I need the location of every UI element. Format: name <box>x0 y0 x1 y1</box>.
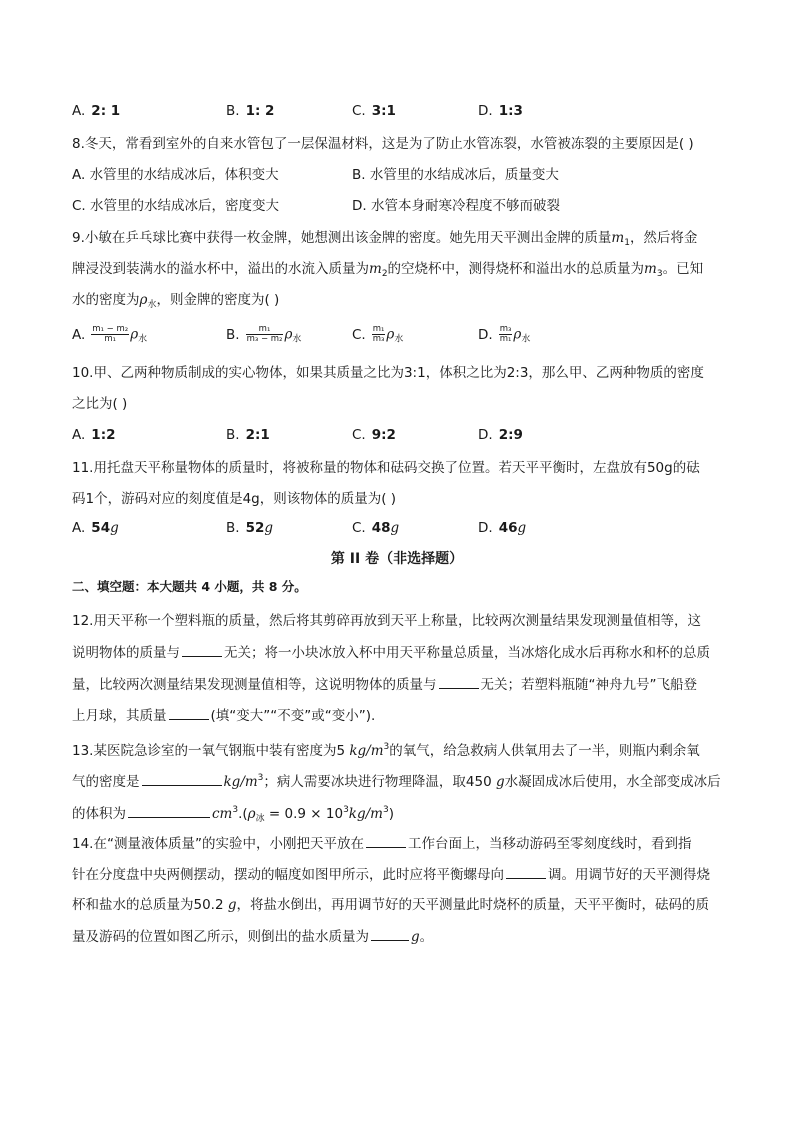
q14-line-4: 量及游码的位置如图乙所示，则倒出的盐水质量为 g。 <box>72 929 434 945</box>
section-2-title: 第 II 卷（非选择题） <box>330 551 464 567</box>
q7-option-d: D. 1:3 <box>478 103 523 119</box>
q7-option-c: C. 3:1 <box>352 103 396 119</box>
q14-blank-2[interactable] <box>506 865 546 879</box>
q9-option-a: A. $\frac{\text{m₁ − m₂}}{\text{m₁}}$ $\rho_水$ <box>72 324 148 345</box>
section-2-heading: 二、填空题：本大题共 4 小题，共 8 分。 <box>72 579 307 594</box>
q14-line-1: 14.在“测量液体质量”的实验中，小刚把天平放在 工作台面上，当移动游码至零刻度线时，看到指 <box>72 836 692 852</box>
q10-options <box>72 426 722 446</box>
q13-blank-2[interactable] <box>128 804 210 818</box>
q7-option-a: A. 2: 1 <box>72 103 121 119</box>
q8-options-row2 <box>72 197 722 217</box>
q11-options <box>72 519 722 539</box>
q11-line-1: 11.用托盘天平称量物体的质量时，将被称量的物体和砝码交换了位置。若天平平衡时，左盘放有50g的砝 <box>72 460 700 476</box>
q9-option-a-fraction: $\frac{\text{m₁ − m₂}}{\text{m₁}}$ <box>92 324 129 344</box>
q8-option-d: D. 水管本身耐寒冷程度不够而破裂 <box>352 198 560 214</box>
q11-option-c: C. 48g <box>352 520 400 536</box>
q7-options <box>72 102 722 122</box>
q9-line-2: 牌浸没到装满水的溢水杯中，溢出的水流入质量为$m_2$的空烧杯中，测得烧杯和溢出水的总质量为$m_3$。已知 <box>72 261 704 279</box>
q13-blank-1[interactable] <box>142 772 222 786</box>
q11-option-a: A. 54g <box>72 520 119 536</box>
q12-blank-1[interactable] <box>182 643 222 657</box>
q8-stem: 8.冬天，常看到室外的自来水管包了一层保温材料，这是为了防止水管冻裂，水管被冻裂的主要原因是( ) <box>72 136 694 152</box>
q8-option-a: A. 水管里的水结成冰后，体积变大 <box>72 167 279 183</box>
q13-line-2: 气的密度是 $kg/m^3$；病人需要冰块进行物理降温，取450 g水凝固成冰后使用，水全部变成冰后 <box>72 773 721 790</box>
q13-line-3: 的体积为 $cm^3.(\rho_冰 = 0.9 \times 10^3kg/m^3)$ <box>72 805 394 824</box>
q13-line-1: 13.某医院急诊室的一氧气钢瓶中装有密度为5 $kg/m^3$的氧气，给急救病人供氧用去了一半，则瓶内剩余氧 <box>72 742 700 759</box>
q11-option-b: B. 52g <box>226 520 274 536</box>
q8-option-b: B. 水管里的水结成冰后，质量变大 <box>352 167 559 183</box>
q10-line-1: 10.甲、乙两种物质制成的实心物体，如果其质量之比为3:1，体积之比为2:3，那么甲、乙两种物质的密度 <box>72 365 704 381</box>
q12-line-2: 说明物体的质量与 无关；将一小块冰放入杯中用天平称量总质量，当冰熔化成水后再称水和杯的总质 <box>72 645 710 661</box>
q9-option-b: B. $\frac{\text{m₁}}{\text{m₃ − m₂}}$ $\rho_水$ <box>226 324 302 345</box>
q7-option-b: B. 1: 2 <box>226 103 275 119</box>
q9-option-b-fraction: $\frac{\text{m₁}}{\text{m₃ − m₂}}$ <box>246 324 283 344</box>
q9-line-1: 9.小敏在乒乓球比赛中获得一枚金牌，她想测出该金牌的密度。她先用天平测出金牌的质量$m_1$，然后将金 <box>72 230 698 248</box>
q14-line-2: 针在分度盘中央两侧摆动，摆动的幅度如图甲所示，此时应将平衡螺母向 调。用调节好的天平测得烧 <box>72 867 710 883</box>
q8-options-row1 <box>72 166 722 186</box>
q8-option-c: C. 水管里的水结成冰后，密度变大 <box>72 198 280 214</box>
q10-option-a: A. 1:2 <box>72 427 116 443</box>
q10-option-d: D. 2:9 <box>478 427 523 443</box>
q10-option-c: C. 9:2 <box>352 427 396 443</box>
q9-option-c: C. $\frac{\text{m₁}}{\text{m₃}}$ $\rho_水$ <box>352 324 404 345</box>
q9-line-3: 水的密度为$\rho_水$，则金牌的密度为( ) <box>72 292 280 310</box>
q14-blank-3[interactable] <box>371 927 409 941</box>
q12-line-1: 12.用天平称一个塑料瓶的质量，然后将其剪碎再放到天平上称量，比较两次测量结果发现测量值相等，这 <box>72 613 701 629</box>
q9-option-d-fraction: $\frac{\text{m₃}}{\text{m₁}}$ <box>499 324 512 344</box>
q10-option-b: B. 2:1 <box>226 427 270 443</box>
q12-blank-3[interactable] <box>169 706 209 720</box>
q14-blank-1[interactable] <box>366 834 406 848</box>
q9-option-d: D. $\frac{\text{m₃}}{\text{m₁}}$ $\rho_水$ <box>478 324 531 345</box>
q11-line-2: 码1个，游码对应的刻度值是4g，则该物体的质量为( ) <box>72 491 397 507</box>
q12-line-4: 上月球，其质量 (填“变大”“不变”或“变小”). <box>72 708 376 724</box>
q12-blank-2[interactable] <box>439 675 479 689</box>
q14-line-3: 杯和盐水的总质量为50.2 g，将盐水倒出，再用调节好的天平测量此时烧杯的质量，天平平衡时，砝码的质 <box>72 897 710 913</box>
q9-option-c-fraction: $\frac{\text{m₁}}{\text{m₃}}$ <box>372 324 385 344</box>
q9-options <box>72 325 722 349</box>
q11-option-d: D. 46g <box>478 520 527 536</box>
q10-line-2: 之比为( ) <box>72 396 128 412</box>
q12-line-3: 量，比较两次测量结果发现测量值相等，这说明物体的质量与 无关；若塑料瓶随“神舟九号”飞船登 <box>72 677 697 693</box>
